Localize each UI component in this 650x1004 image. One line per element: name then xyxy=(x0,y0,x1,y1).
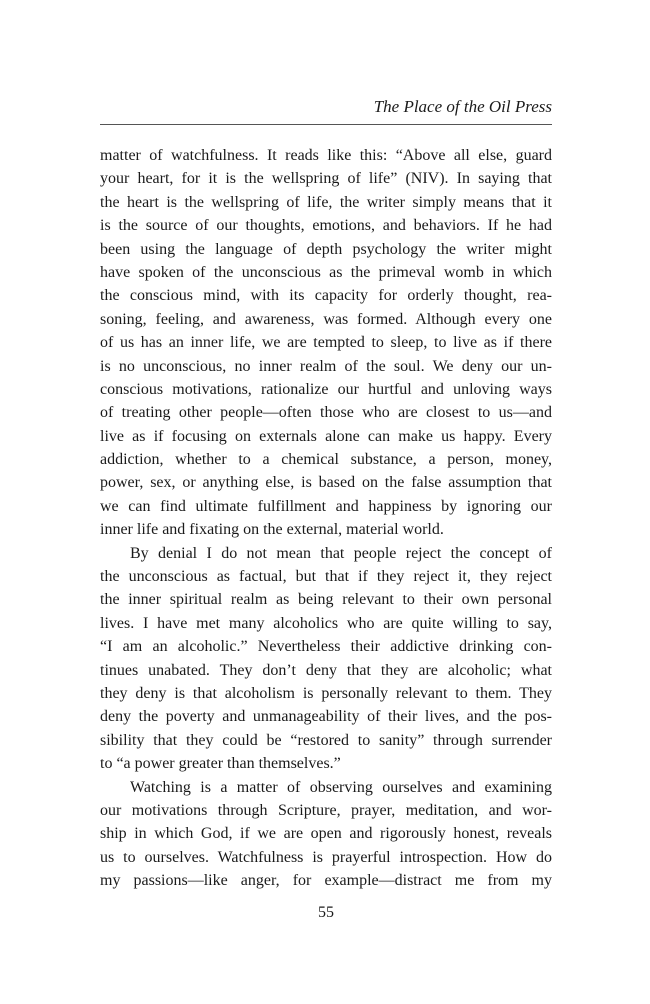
text-line: is the source of our thoughts, emotions, and behaviors. If he had xyxy=(100,217,552,235)
text-line: power, sex, or anything else, is based on the false assumption that xyxy=(100,474,552,492)
paragraph xyxy=(100,542,552,776)
text-line: ship in which God, if we are open and rigorously honest, reveals xyxy=(100,825,552,843)
text-line: tinues unabated. They don’t deny that they are alcoholic; what xyxy=(100,661,552,679)
text-line: the conscious mind, with its capacity for orderly thought, rea- xyxy=(100,287,552,305)
text-line: been using the language of depth psychology the writer might xyxy=(100,240,552,258)
header-rule xyxy=(100,124,552,125)
running-head: The Place of the Oil Press xyxy=(373,97,552,116)
text-line: we can find ultimate fulfillment and happiness by ignoring our xyxy=(100,497,552,515)
text-line: inner life and fixating on the external, material world. xyxy=(100,521,444,539)
text-line: my passions—like anger, for example—distract me from my xyxy=(100,872,552,890)
text-line: the inner spiritual realm as being relevant to their own personal xyxy=(100,591,552,609)
text-line: sibility that they could be “restored to sanity” through surrender xyxy=(100,731,552,749)
text-line: live as if focusing on externals alone can make us happy. Every xyxy=(100,427,552,445)
text-line: of treating other people—often those who are closest to us—and xyxy=(100,404,552,422)
text-line: matter of watchfulness. It reads like this: “Above all else, guard xyxy=(100,147,552,164)
text-line: lives. I have met many alcoholics who are quite willing to say, xyxy=(100,614,552,632)
text-line: to “a power greater than themselves.” xyxy=(100,755,341,773)
text-line: “I am an alcoholic.” Nevertheless their addictive drinking con- xyxy=(100,638,552,656)
text-line: Watching is a matter of observing ourselves and examining xyxy=(130,778,552,796)
text-line: your heart, for it is the wellspring of life” (NIV). In saying that xyxy=(100,170,552,188)
text-line: the unconscious as factual, but that if they reject it, they reject xyxy=(100,568,552,586)
text-line: soning, feeling, and awareness, was formed. Although every one xyxy=(100,310,552,328)
text-line: of us has an inner life, we are tempted to sleep, to live as if there xyxy=(100,334,552,352)
text-line: us to ourselves. Watchfulness is prayerful introspection. How do xyxy=(100,848,552,866)
text-line: they deny is that alcoholism is personally relevant to them. They xyxy=(100,684,552,702)
text-line: conscious motivations, rationalize our hurtful and unloving ways xyxy=(100,380,552,398)
text-line: our motivations through Scripture, prayer, meditation, and wor- xyxy=(100,801,552,819)
body-text xyxy=(100,144,552,893)
text-line: is no unconscious, no inner realm of the soul. We deny our un- xyxy=(100,357,552,375)
text-line: By denial I do not mean that people reject the concept of xyxy=(130,544,552,562)
text-line: the heart is the wellspring of life, the writer simply means that it xyxy=(100,193,552,211)
paragraph xyxy=(100,144,552,542)
paragraph xyxy=(100,776,552,893)
text-line: addiction, whether to a chemical substance, a person, money, xyxy=(100,451,552,469)
text-line: have spoken of the unconscious as the primeval womb in which xyxy=(100,263,552,281)
page-number: 55 xyxy=(318,904,334,921)
text-line: deny the poverty and unmanageability of their lives, and the pos- xyxy=(100,708,552,726)
